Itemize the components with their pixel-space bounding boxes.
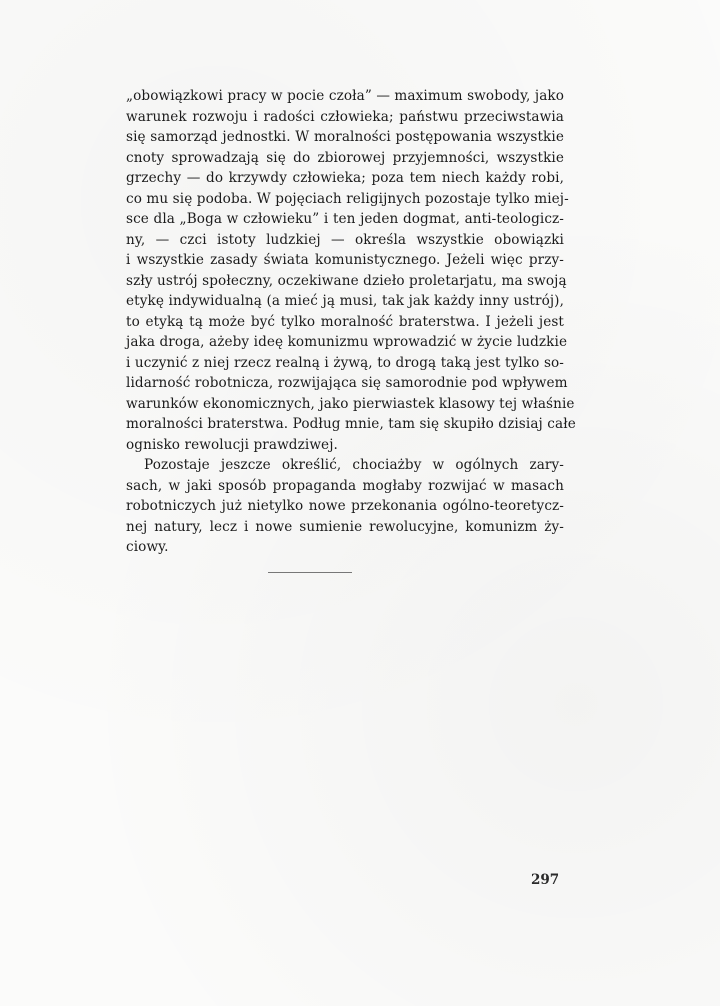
text-line: jaka droga, ażeby ideę komunizmu wprowadzić w życie ludzkie [126,334,568,350]
text-line: sce dla „Boga w człowieku” i ten jeden dogmat, anti-teologicz- [126,211,564,227]
text-line: to etyką tą może być tylko moralność braterstwa. I jeżeli jest [126,313,564,330]
text-line: warunek rozwoju i radości człowieka; państwu przeciwstawia [126,108,564,125]
text-line: co mu się podoba. W pojęciach religijnych pozostaje tylko miej- [126,190,569,207]
text-line: sach, w jaki sposób propaganda mogłaby rozwijać w masach [126,477,564,494]
page-number: 297 [531,872,560,888]
body-text [126,86,576,558]
text-line: grzechy — do krzywdy człowieka; poza tem niech każdy robi, [126,170,564,186]
text-line: lidarność robotnicza, rozwijająca się samorodnie pod wpływem [126,375,568,391]
text-line: warunków ekonomicznych, jako pierwiastek klasowy tej właśnie [126,395,575,412]
paragraph-1 [126,86,576,455]
text-line: moralności braterstwa. Podług mnie, tam się skupiło dzisiaj całe [126,416,576,432]
text-line: robotniczych już nietylko nowe przekonania ogólno-teoretycz- [126,498,564,514]
text-line: ciowy. [126,539,169,555]
text-line: i uczynić z niej rzecz realną i żywą, to drogą taką jest tylko so- [126,354,564,371]
text-line: Pozostaje jeszcze określić, chociażby w ogólnych zary- [144,457,564,473]
text-line: nej natury, lecz i nowe sumienie rewolucyjne, komunizm ży- [126,518,564,535]
text-line: etykę indywidualną (a mieć ją musi, tak jak każdy inny ustrój), [126,293,564,309]
section-divider [268,572,352,573]
text-line: cnoty sprowadzają się do zbiorowej przyjemności, wszystkie [126,149,564,166]
text-line: ny, — czci istoty ludzkiej — określa wszystkie obowiązki [126,231,564,248]
text-line: się samorząd jednostki. W moralności postępowania wszystkie [126,129,564,145]
text-line: „obowiązkowi pracy w pocie czoła” — maximum swobody, jako [126,88,565,104]
text-line: i wszystkie zasady świata komunistycznego. Jeżeli więc przy- [126,252,564,268]
paragraph-2 [126,455,564,558]
text-line: szły ustrój społeczny, oczekiwane dzieło proletarjatu, ma swoją [126,272,567,289]
text-line: ognisko rewolucji prawdziwej. [126,436,338,453]
